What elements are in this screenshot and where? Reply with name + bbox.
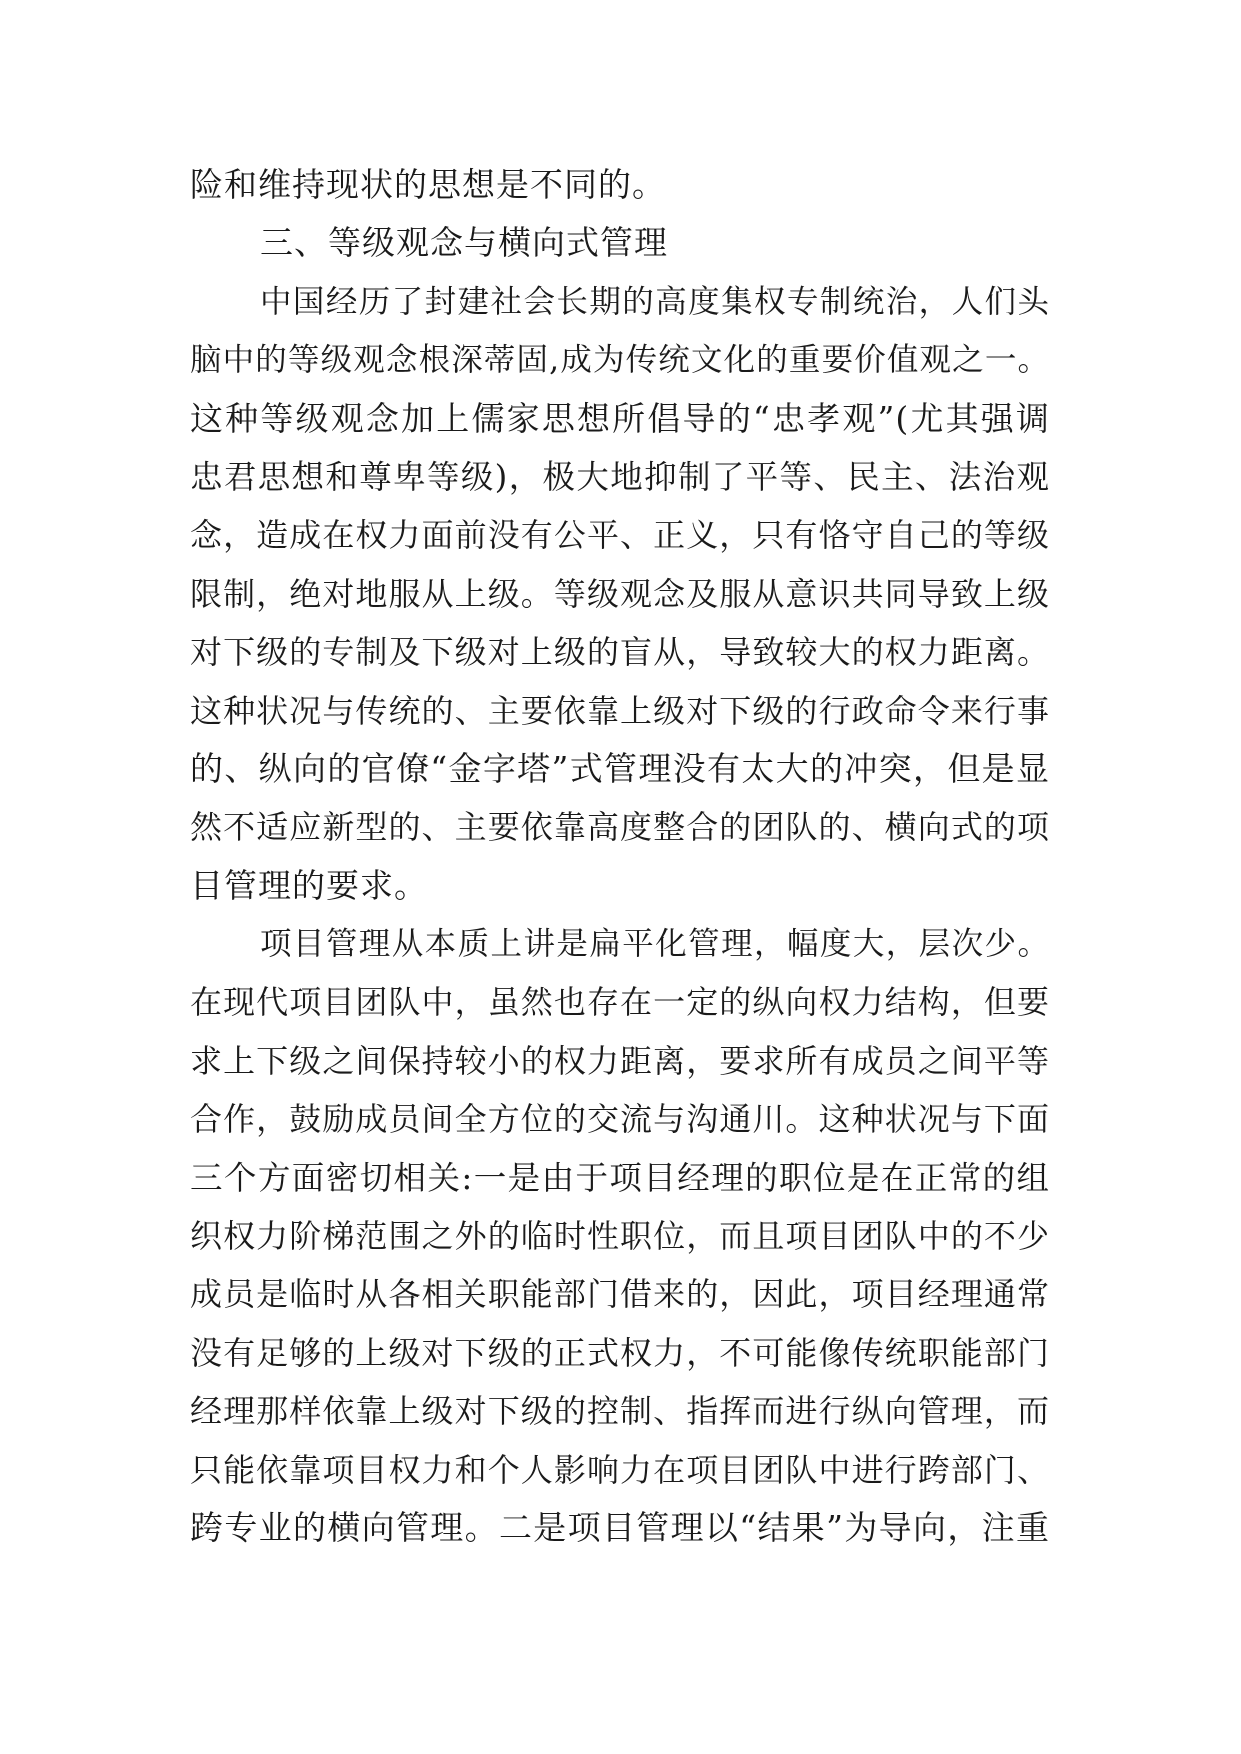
text-line: 合作，鼓励成员间全方位的交流与沟通川。这种状况与下面 (190, 1100, 1050, 1139)
text-line: 目管理的要求。 (190, 865, 428, 905)
text-line: 脑中的等级观念根深蒂固,成为传统文化的重要价值观之一。 (190, 342, 1050, 379)
text-line: 项目管理从本质上讲是扁平化管理，幅度大，层次少。 (260, 926, 1050, 963)
text-line: 只能依靠项目权力和个人影响力在项目团队中进行跨部门、 (190, 1450, 1050, 1489)
text-line: 念，造成在权力面前没有公平、正义，只有恪守自己的等级 (190, 516, 1050, 555)
text-line: 对下级的专制及下级对上级的盲从，导致较大的权力距离。 (190, 633, 1050, 672)
text-line: 经理那样依靠上级对下级的控制、指挥而进行纵向管理，而 (190, 1392, 1050, 1431)
text-line: 没有足够的上级对下级的正式权力，不可能像传统职能部门 (190, 1333, 1050, 1372)
text-line: 织权力阶梯范围之外的临时性职位，而且项目团队中的不少 (190, 1217, 1050, 1256)
text-line: 求上下级之间保持较小的权力距离，要求所有成员之间平等 (190, 1041, 1050, 1080)
text-line: 然不适应新型的、主要依靠高度整合的团队的、横向式的项 (190, 808, 1050, 847)
text-line: 三个方面密切相关:一是由于项目经理的职位是在正常的组 (190, 1158, 1050, 1197)
text-line: 这种等级观念加上儒家思想所倡导的“忠孝观”(尤其强调 (190, 398, 1050, 438)
text-line: 成员是临时从各相关职能部门借来的，因此，项目经理通常 (190, 1275, 1050, 1314)
text-line: 跨专业的横向管理。二是项目管理以“结果”为导向，注重 (190, 1507, 1050, 1547)
text-line: 忠君思想和尊卑等级)，极大地抑制了平等、民主、法治观 (190, 457, 1050, 496)
text-line: 在现代项目团队中，虽然也存在一定的纵向权力结构，但要 (190, 983, 1050, 1022)
text-line: 三、等级观念与横向式管理 (260, 223, 668, 263)
body-text (190, 156, 1050, 1557)
text-line: 中国经历了封建社会长期的高度集权专制统治，人们头 (260, 283, 1050, 320)
text-line: 限制，绝对地服从上级。等级观念及服从意识共同导致上级 (190, 574, 1050, 613)
text-line: 这种状况与传统的、主要依靠上级对下级的行政命令来行事 (190, 691, 1050, 730)
text-line: 的、纵向的官僚“金字塔”式管理没有太大的冲突，但是显 (190, 748, 1050, 788)
text-line: 险和维持现状的思想是不同的。 (190, 165, 666, 204)
